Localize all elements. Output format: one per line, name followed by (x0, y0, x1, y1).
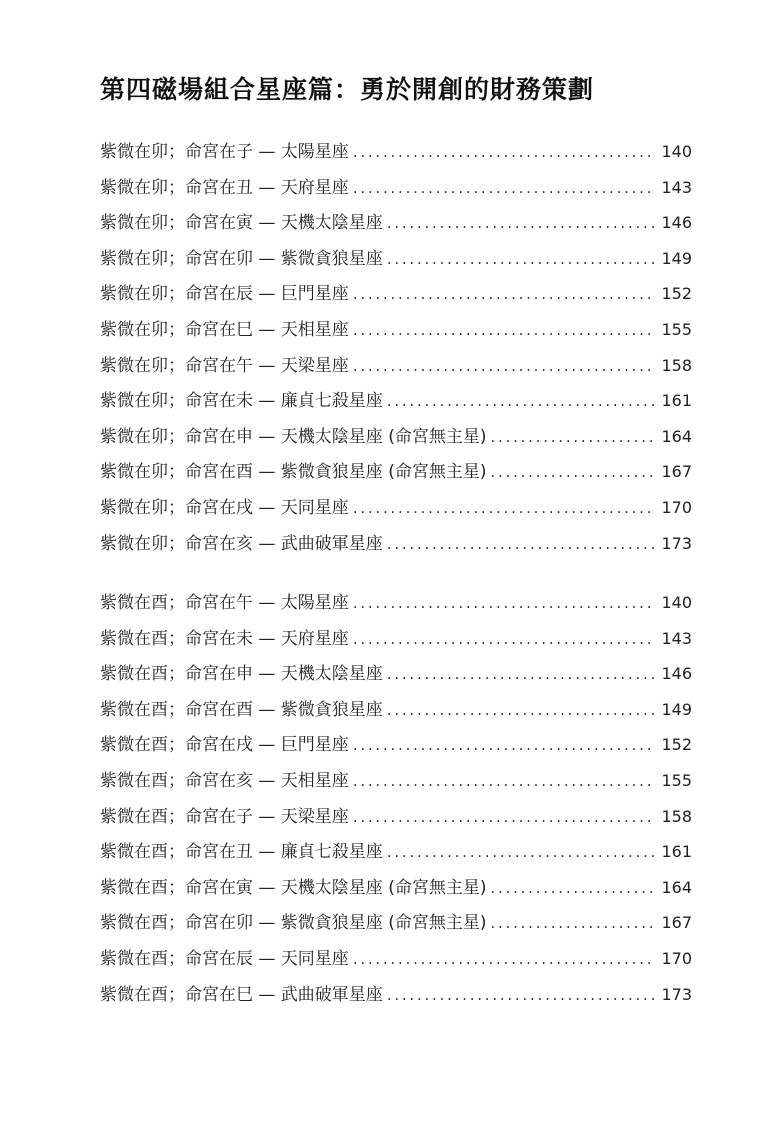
toc-entry[interactable] (100, 529, 692, 565)
dot-leader (387, 214, 656, 232)
dot-leader (387, 392, 656, 410)
toc-entry-label: 紫微在卯；命宮在亥 — 武曲破軍星座 (100, 533, 383, 554)
toc-entry-label: 紫微在酉；命宮在辰 — 天同星座 (100, 948, 349, 969)
toc-entry-label: 紫微在酉；命宮在子 — 天梁星座 (100, 806, 349, 827)
dot-leader (353, 357, 656, 375)
toc-group-ziwei-mao (100, 137, 692, 564)
toc-entry-label: 紫微在卯；命宮在子 — 太陽星座 (100, 142, 349, 162)
toc-entry-page: 164 (661, 426, 692, 446)
dot-leader (353, 179, 656, 197)
toc-entry[interactable] (100, 493, 692, 529)
toc-entry[interactable] (100, 837, 692, 873)
toc-entry-page: 161 (661, 842, 692, 862)
toc-entry[interactable] (100, 908, 692, 944)
toc-entry-label: 紫微在卯；命宮在未 — 廉貞七殺星座 (100, 391, 383, 412)
toc-entry-page: 167 (661, 462, 692, 482)
dot-leader (353, 808, 656, 826)
toc-entry[interactable] (100, 944, 692, 980)
toc-entry-page: 158 (661, 355, 692, 375)
toc-entry-page: 140 (661, 593, 692, 612)
toc-group-ziwei-you (100, 588, 692, 1015)
toc-entry[interactable] (100, 766, 692, 802)
toc-entry-page: 143 (661, 177, 692, 197)
dot-leader (353, 772, 656, 790)
toc-entry-page: 146 (661, 213, 692, 233)
toc-entry[interactable] (100, 457, 692, 493)
toc-entry-page: 173 (661, 533, 692, 553)
toc-entry[interactable] (100, 588, 692, 624)
dot-leader (353, 736, 656, 754)
toc-entry-page: 167 (661, 913, 692, 933)
toc-entry[interactable] (100, 802, 692, 838)
toc-entry-label: 紫微在酉；命宮在未 — 天府星座 (100, 628, 349, 649)
dot-leader (353, 950, 656, 968)
toc-entry[interactable] (100, 208, 692, 244)
dot-leader (490, 463, 655, 481)
toc-entry[interactable] (100, 386, 692, 422)
toc-entry[interactable] (100, 279, 692, 315)
toc-entry-label: 紫微在卯；命宮在戌 — 天同星座 (100, 497, 349, 518)
toc-entry[interactable] (100, 422, 692, 458)
dot-leader (387, 701, 656, 719)
dot-leader (490, 428, 655, 446)
dot-leader (353, 630, 656, 648)
toc-entry-label: 紫微在酉；命宮在酉 — 紫微貪狼星座 (100, 699, 383, 720)
dot-leader (387, 986, 656, 1004)
toc-entry-label: 紫微在卯；命宮在午 — 天梁星座 (100, 355, 349, 376)
toc-entry[interactable] (100, 624, 692, 660)
dot-leader (353, 143, 656, 161)
toc-entry[interactable] (100, 244, 692, 280)
toc-entry-page: 164 (661, 877, 692, 897)
dot-leader (353, 285, 656, 303)
toc-entry-label: 紫微在酉；命宮在亥 — 天相星座 (100, 770, 349, 791)
dot-leader (353, 321, 656, 339)
toc-entry[interactable] (100, 695, 692, 731)
toc-entry-page: 140 (661, 142, 692, 161)
toc-entry-label: 紫微在卯；命宮在巳 — 天相星座 (100, 319, 349, 340)
toc-entry-page: 158 (661, 806, 692, 826)
dot-leader (353, 499, 656, 517)
toc-entry-page: 146 (661, 664, 692, 684)
toc-entry[interactable] (100, 873, 692, 909)
toc-entry-page: 152 (661, 735, 692, 755)
toc-entry-page: 173 (661, 984, 692, 1004)
toc-entry-page: 155 (661, 770, 692, 790)
dot-leader (387, 250, 656, 268)
dot-leader (387, 535, 656, 553)
page-title: 第四磁場組合星座篇：勇於開創的財務策劃 (100, 75, 595, 104)
toc-entry-page: 170 (661, 497, 692, 517)
toc-entry-page: 170 (661, 948, 692, 968)
toc-entry-label: 紫微在酉；命宮在戌 — 巨門星座 (100, 735, 349, 756)
dot-leader (387, 665, 656, 683)
toc-entry-label: 紫微在酉；命宮在卯 — 紫微貪狼星座 (命宮無主星) (100, 913, 487, 934)
dot-leader (387, 843, 656, 861)
dot-leader (490, 879, 655, 897)
toc-entry-label: 紫微在卯；命宮在卯 — 紫微貪狼星座 (100, 248, 383, 269)
toc-entry[interactable] (100, 173, 692, 209)
toc-entry-label: 紫微在卯；命宮在寅 — 天機太陰星座 (100, 213, 383, 234)
toc-entry-page: 161 (661, 391, 692, 411)
toc-entry-label: 紫微在酉；命宮在巳 — 武曲破軍星座 (100, 984, 383, 1005)
toc-entry-label: 紫微在酉；命宮在午 — 太陽星座 (100, 593, 349, 613)
toc-entry-label: 紫微在酉；命宮在丑 — 廉貞七殺星座 (100, 842, 383, 863)
toc-entry-label: 紫微在卯；命宮在丑 — 天府星座 (100, 177, 349, 198)
toc-entry-label: 紫微在酉；命宮在申 — 天機太陰星座 (100, 664, 383, 685)
toc-entry[interactable] (100, 315, 692, 351)
toc-entry-page: 155 (661, 319, 692, 339)
dot-leader (490, 914, 655, 932)
toc-entry-label: 紫微在卯；命宮在辰 — 巨門星座 (100, 284, 349, 305)
toc-entry-page: 152 (661, 284, 692, 304)
toc-entry-page: 149 (661, 699, 692, 719)
toc-entry[interactable] (100, 351, 692, 387)
toc-entry-page: 149 (661, 248, 692, 268)
toc-entry[interactable] (100, 137, 692, 173)
dot-leader (353, 594, 656, 612)
toc-entry[interactable] (100, 730, 692, 766)
toc-entry-page: 143 (661, 628, 692, 648)
toc-entry-label: 紫微在卯；命宮在酉 — 紫微貪狼星座 (命宮無主星) (100, 462, 487, 483)
toc-entry[interactable] (100, 980, 692, 1016)
toc-entry-label: 紫微在酉；命宮在寅 — 天機太陰星座 (命宮無主星) (100, 877, 487, 898)
toc-entry[interactable] (100, 659, 692, 695)
toc-entry-label: 紫微在卯；命宮在申 — 天機太陰星座 (命宮無主星) (100, 426, 487, 447)
